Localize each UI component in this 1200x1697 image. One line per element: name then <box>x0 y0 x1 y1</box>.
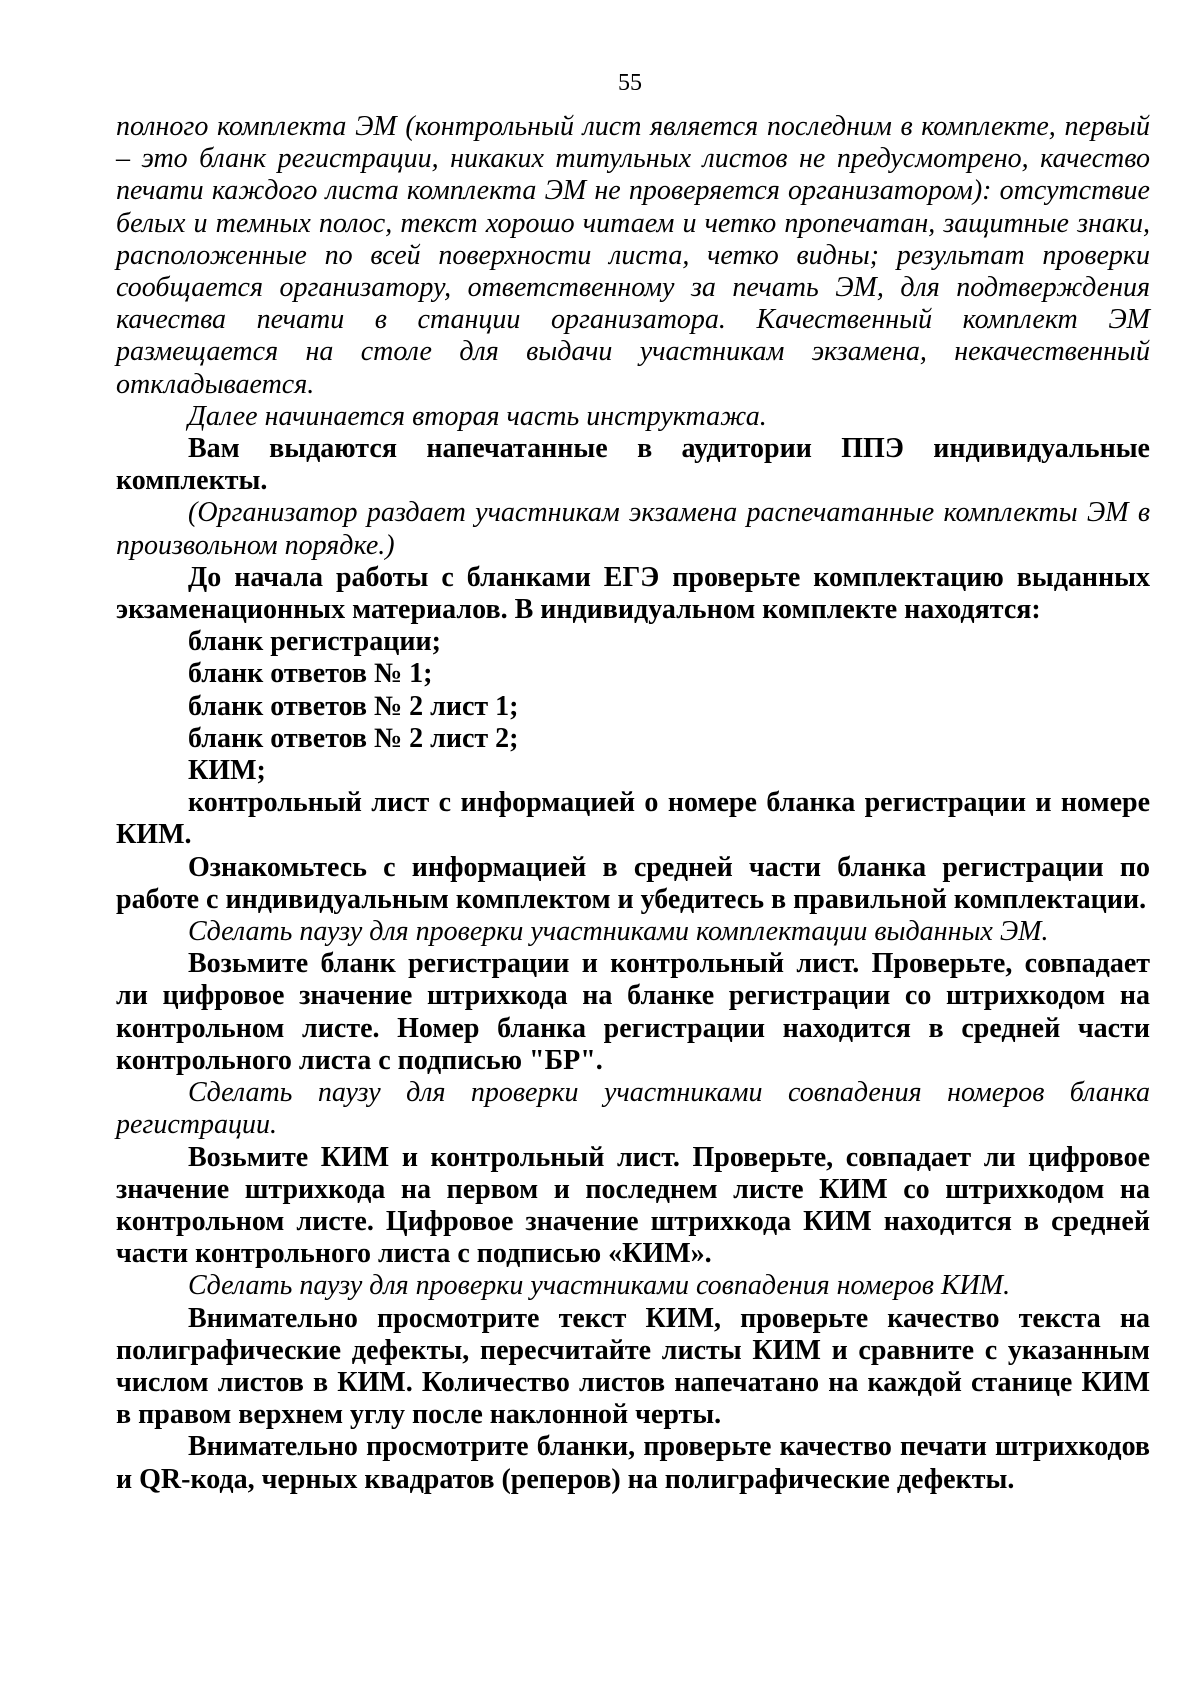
list-item-answer-form-1: бланк ответов № 1; <box>188 658 433 690</box>
list-item-answer-form-2-sheet-2: бланк ответов № 2 лист 2; <box>188 722 519 754</box>
paragraph-review-kim-text: Внимательно просмотрите текст КИМ, проверьте качество текста на полиграфические дефекты, пересчитайте листы КИМ и сравните с указанным числом листов в КИМ. Количество листов напечатано на каждой станице КИМ в правом верхнем углу после наклонной черты. <box>116 1302 1150 1431</box>
page-body <box>116 111 1150 1496</box>
paragraph-read-registration-info: Ознакомьтесь с информацией в средней части бланка регистрации по работе с индивидуальным комплектом и убедитесь в правильной комплектации. <box>116 851 1150 915</box>
paragraph-second-part-intro: Далее начинается вторая часть инструктажа. <box>188 400 767 432</box>
list-item-answer-form-2-sheet-1: бланк ответов № 2 лист 1; <box>188 690 519 722</box>
page-number: 55 <box>618 70 642 96</box>
paragraph-check-registration-barcode: Возьмите бланк регистрации и контрольный лист. Проверьте, совпадает ли цифровое значение штрихкода на бланке регистрации со штрихкодом на контрольном листе. Номер бланка регистрации находится в средней части контрольного листа с подписью "БР". <box>116 948 1150 1076</box>
paragraph-print-quality-check: полного комплекта ЭМ (контрольный лист является последним в комплекте, первый – это бланк регистрации, никаких титульных листов не предусмотрено, качество печати каждого листа комплекта ЭМ не проверяется организатором): отсутствие белых и темных полос, текст хорошо читаем и четко пропечатан, защитные знаки, расположенные по всей поверхности листа, четко видны; результат проверки сообщается организатору, ответственному за печать ЭМ, для подтверждения качества печати в станции организатора. Качественный комплект ЭМ размещается на столе для выдачи участникам экзамена, некачественный откладывается. <box>116 111 1150 400</box>
paragraph-control-sheet: контрольный лист с информацией о номере бланка регистрации и номере КИМ. <box>116 787 1150 851</box>
paragraph-kits-issued: Вам выдаются напечатанные в аудитории ППЭ индивидуальные комплекты. <box>116 433 1150 497</box>
paragraph-review-forms-print: Внимательно просмотрите бланки, проверьте качество печати штрихкодов и QR-кода, черных квадратов (реперов) на полиграфические дефекты. <box>116 1431 1150 1495</box>
list-item-registration-form: бланк регистрации; <box>188 626 441 658</box>
paragraph-pause-kit-check: Сделать паузу для проверки участниками комплектации выданных ЭМ. <box>188 916 1049 948</box>
paragraph-pause-registration-numbers: Сделать паузу для проверки участниками совпадения номеров бланка регистрации. <box>116 1077 1150 1141</box>
paragraph-check-kit-contents: До начала работы с бланками ЕГЭ проверьте комплектацию выданных экзаменационных материалов. В индивидуальном комплекте находятся: <box>116 561 1150 626</box>
paragraph-organizer-distributes: (Организатор раздает участникам экзамена распечатанные комплекты ЭМ в произвольном порядке.) <box>116 497 1150 561</box>
list-item-kim: КИМ; <box>188 755 266 787</box>
paragraph-pause-kim-numbers: Сделать паузу для проверки участниками совпадения номеров КИМ. <box>188 1270 1011 1302</box>
paragraph-check-kim-barcode: Возьмите КИМ и контрольный лист. Проверьте, совпадает ли цифровое значение штрихкода на первом и последнем листе КИМ со штрихкодом на контрольном листе. Цифровое значение штрихкода КИМ находится в средней части контрольного листа с подписью «КИМ». <box>116 1141 1150 1270</box>
